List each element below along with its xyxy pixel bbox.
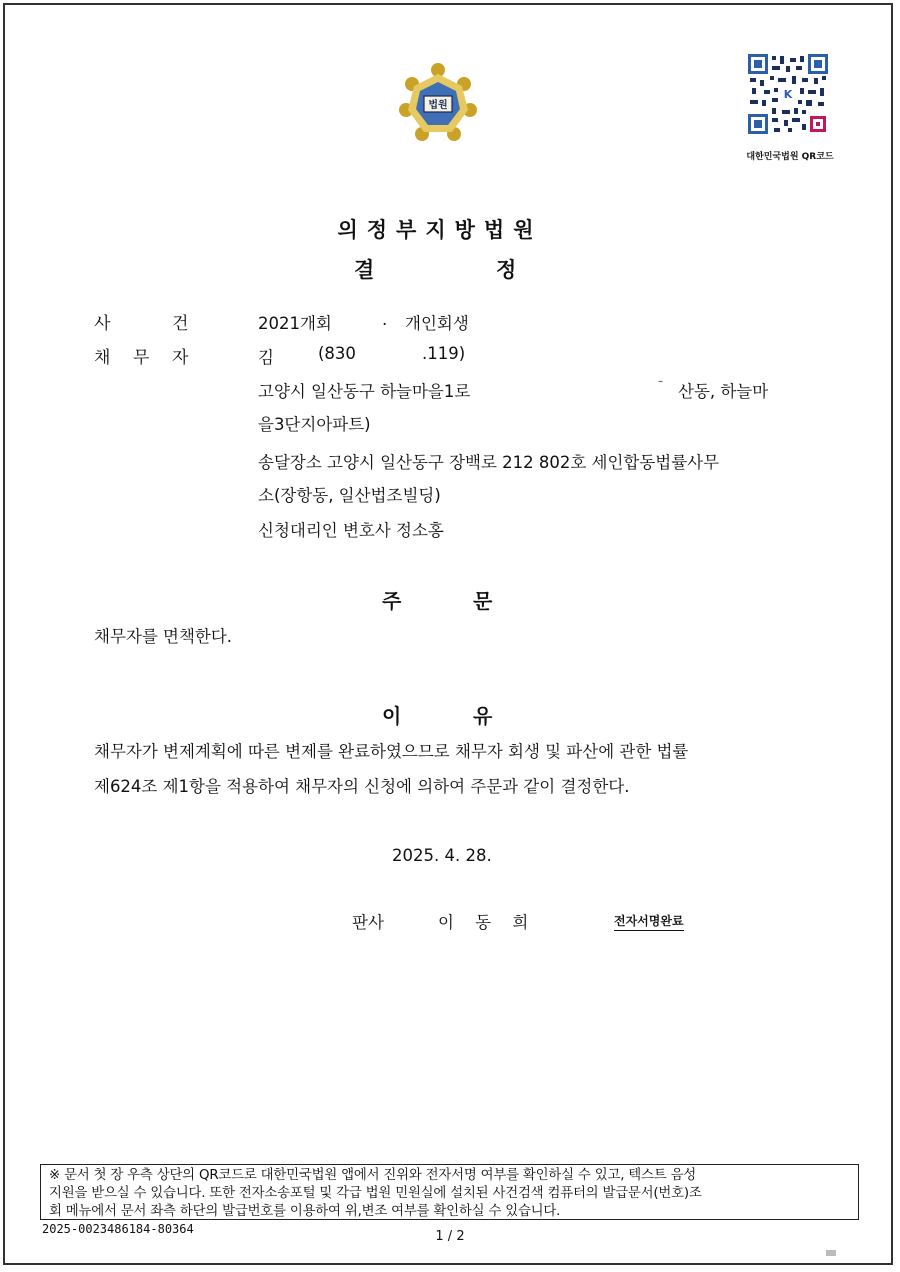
debtor-address-line-1b: 산동, 하늘마 <box>678 382 769 401</box>
order-heading-char-1: 주 <box>382 589 402 613</box>
debtor-label-char-3: 자 <box>172 348 189 368</box>
debtor-address-line-2: 을3단지아파트) <box>258 415 371 434</box>
electronic-signature-mark: 전자서명완료 <box>614 912 684 931</box>
reason-heading-char-2: 유 <box>473 704 493 728</box>
order-heading-char-2: 문 <box>473 589 493 613</box>
emblem-label: 법원 <box>428 100 448 111</box>
issue-number: 2025-0023486184-80364 <box>42 1222 194 1236</box>
debtor-name: 김 <box>258 348 274 367</box>
debtor-label-char-1: 채 <box>94 348 111 368</box>
svg-text:K: K <box>783 88 793 101</box>
page-indicator: 1 / 2 <box>435 1229 465 1244</box>
reason-heading-char-1: 이 <box>382 704 402 728</box>
order-text: 채무자를 면책한다. <box>94 627 233 646</box>
qr-caption: 대한민국법원 QR코드 <box>746 152 834 162</box>
service-address-line-2: 소(장항동, 일산법조빌딩) <box>258 486 441 505</box>
debtor-label-char-2: 무 <box>133 348 150 368</box>
reason-line-1: 채무자가 변제계획에 따른 변제를 완료하였으므로 채무자 회생 및 파산에 관한 법률 <box>94 742 689 761</box>
debtor-address-line-1a: 고양시 일산동구 하늘마을1로 <box>258 382 471 401</box>
doc-type-char-2: 정 <box>496 258 517 282</box>
legal-agent: 신청대리인 변호사 정소홍 <box>258 521 444 540</box>
notice-line-3: 회 메뉴에서 문서 좌측 하단의 발급번호를 이용하여 위,변조 여부를 확인하실 수 있습니다. <box>49 1204 561 1219</box>
qr-code-icon <box>748 54 828 134</box>
notice-line-1: ※ 문서 첫 장 우측 상단의 QR코드로 대한민국법원 앱에서 진위와 전자서명 여부를 확인하실 수 있고, 텍스트 음성 <box>49 1168 697 1183</box>
reason-line-2: 제624조 제1항을 적용하여 채무자의 신청에 의하여 주문과 같이 결정한다. <box>94 777 630 796</box>
judge-title: 판사 <box>352 913 384 932</box>
case-label-char-1: 사 <box>94 314 111 334</box>
case-label-char-2: 건 <box>172 314 189 334</box>
corner-mark <box>826 1250 836 1256</box>
judge-name: 이 동 희 <box>438 913 537 932</box>
case-type: 개인회생 <box>405 314 469 333</box>
verification-notice <box>40 1164 859 1220</box>
debtor-id-back: .119) <box>422 344 466 363</box>
court-emblem-icon <box>396 62 480 146</box>
service-address-line-1: 송달장소 고양시 일산동구 장백로 212 802호 세인합동법률사무 <box>258 453 720 472</box>
decision-date: 2025. 4. 28. <box>392 846 492 865</box>
debtor-id-front: (830 <box>318 344 356 363</box>
doc-type-char-1: 결 <box>354 258 375 282</box>
notice-line-2: 지원을 받으실 수 있습니다. 또한 전자소송포털 및 각급 법원 민원실에 설치된 사건검색 컴퓨터의 발급문서(번호)조 <box>49 1186 702 1201</box>
court-name: 의정부지방법원 <box>337 218 543 242</box>
case-number: 2021개회 <box>258 314 332 333</box>
